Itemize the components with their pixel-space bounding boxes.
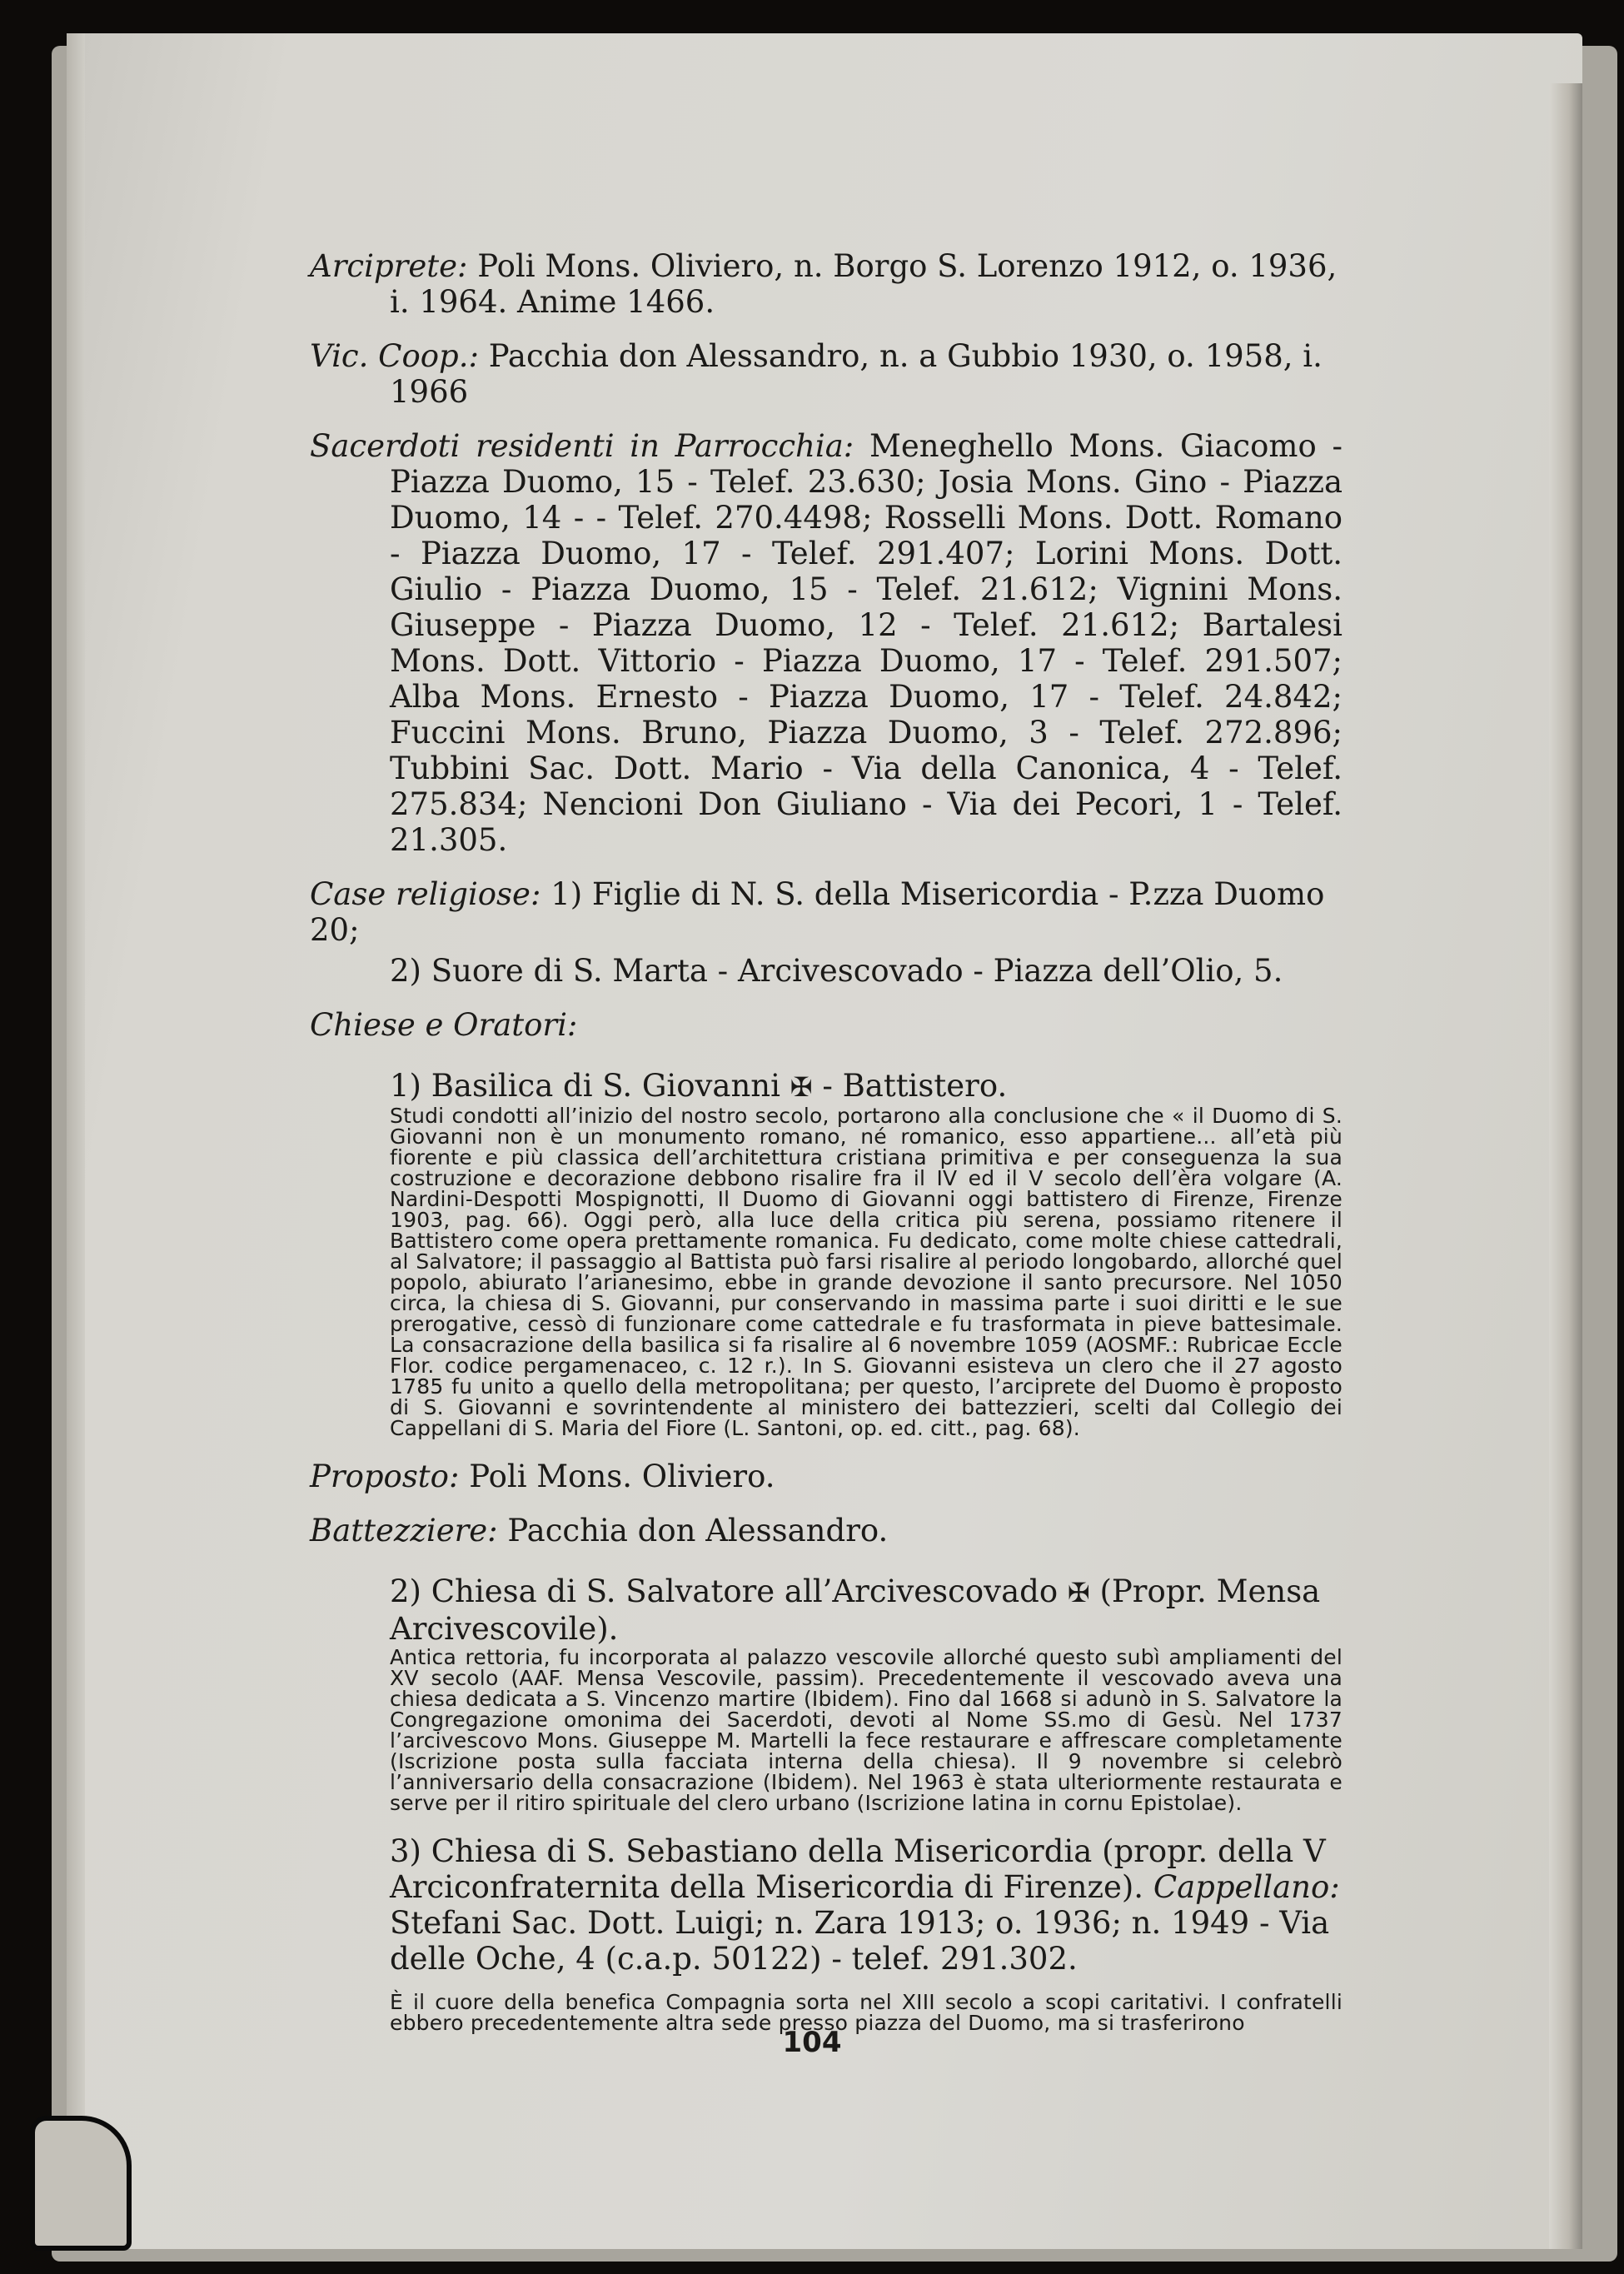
basilica-title-row: [310, 1068, 1343, 1105]
chiese-label-row: [310, 1007, 1343, 1043]
sacerdoti-label: Sacerdoti residenti in Parrocchia:: [310, 428, 854, 464]
battezziere-entry: [310, 1513, 1343, 1548]
cross-icon: ✠: [790, 1071, 813, 1103]
proposto-text: Poli Mons. Oliviero.: [469, 1459, 775, 1494]
binding-gutter: [67, 33, 85, 2249]
page-right-edge: [1549, 83, 1582, 2249]
page-number: 104: [782, 2026, 842, 2059]
battezziere-text: Pacchia don Alessandro.: [507, 1513, 889, 1548]
case-religiose-item-2: 2) Suore di S. Marta - Arcivescovado - Piazza dell’Olio, 5.: [390, 953, 1283, 989]
vic-coop-label: Vic. Coop.:: [310, 338, 479, 374]
battezziere-label: Battezziere:: [310, 1513, 498, 1548]
case-religiose-entry: [310, 876, 1343, 948]
sebastiano-entry: [310, 1833, 1343, 1977]
corner-clip: [30, 2116, 132, 2251]
sacerdoti-text: Meneghello Mons. Giacomo - Piazza Duomo, 15 - Telef. 23.630; Josia Mons. Gino - Piazza Duomo, 14 - - Telef. 270.4498; Rosselli Mons. Dott. Romano - Piazza Duomo, 17 - Telef. 291.407; Lorini Mons. Dott. Giulio - Piazza Duomo, 15 - Telef. 21.612; Vignini Mons. Giuseppe - Piazza Duomo, 12 - Telef. 21.612; Bartalesi Mons. Dott. Vittorio - Piazza Duomo, 17 - Telef. 291.507; Alba Mons. Ernesto - Piazza Duomo, 17 - Telef. 24.842; Fuccini Mons. Bruno, Piazza Duomo, 3 - Telef. 272.896; Tubbini Sac. Dott. Mario - Via della Canonica, 4 - Telef. 275.834; Nencioni Don Giuliano - Via dei Pecori, 1 - Telef. 21.305.: [390, 428, 1343, 858]
sebastiano-text: Stefani Sac. Dott. Luigi; n. Zara 1913; o. 1936; n. 1949 - Via delle Oche, 4 (c.a.p. 50122) - telef. 291.302.: [390, 1905, 1330, 1977]
basilica-title: 1) Basilica di S. Giovanni: [390, 1068, 780, 1104]
chiese-label: Chiese e Oratori:: [310, 1007, 578, 1043]
salvatore-suffix: (Propr. Mensa Arcivescovile).: [390, 1573, 1321, 1647]
arciprete-label: Arciprete:: [310, 248, 468, 284]
vic-coop-entry: [310, 338, 1343, 410]
sacerdoti-entry: [310, 428, 1343, 858]
proposto-label: Proposto:: [310, 1459, 460, 1494]
salvatore-title: 2) Chiesa di S. Salvatore all’Arcivescovado: [390, 1573, 1059, 1609]
sebastiano-cappellano-label: Cappellano:: [1153, 1869, 1340, 1905]
sebastiano-title: 3) Chiesa di S. Sebastiano della Misericordia (propr. della V Arciconfraternita della Misericordia di Firenze).: [390, 1833, 1326, 1905]
salvatore-title-row: [310, 1573, 1343, 1647]
basilica-note: Studi condotti all’inizio del nostro secolo, portarono alla conclusione che « il Duomo di S. Giovanni non è un monumento romano, né romanico, esso appartiene... all’età più fiorente e più classica dell’architettura cristiana primitiva e per conseguenza la sua costruzione e decorazione debbono risalire fra il IV ed il V secolo dell’èra volgare (A. Nardini-Despotti Mospignotti, Il Duomo di Giovanni oggi battistero di Firenze, Firenze 1903, pag. 66). Oggi però, alla luce della critica più serena, possiamo ritenere il Battistero come opera prettamente romanica. Fu dedicato, come molte chiese cattedrali, al Salvatore; il passaggio al Battista può farsi risalire al periodo longobardo, allorché quel popolo, abiurato l’arianesimo, ebbe in grande devozione il santo precursore. Nel 1050 circa, la chiesa di S. Giovanni, pur conservando in massima parte i suoi diritti e le sue prerogative, cessò di funzionare come cattedrale e fu trasformata in pieve battesimale. La consacrazione della basilica si fa risalire al 6 novembre 1059 (AOSMF.: Rubricae Eccle Flor. codice pergamenaceo, c. 12 r.). In S. Giovanni esisteva un clero che il 27 agosto 1785 fu unito a quello della metropolitana; per questo, l’arciprete del Duomo è proposto di S. Giovanni e sovrintendente al ministero dei battezzieri, scelti dal Collegio dei Cappellani di S. Maria del Fiore (L. Santoni, op. ed. citt., pag. 68).: [390, 1104, 1343, 1440]
basilica-suffix: - Battistero.: [822, 1068, 1008, 1104]
salvatore-note: Antica rettoria, fu incorporata al palazzo vescovile allorché questo subì ampliamenti del XV secolo (AAF. Mensa Vescovile, passim). Precedentemente il vescovado aveva una chiesa dedicata a S. Vincenzo martire (Ibidem). Fino dal 1668 si adunò in S. Salvatore la Congregazione omonima dei Sacerdoti, devoti al Nome SS.mo di Gesù. Nel 1737 l’arcivescovo Mons. Giuseppe M. Martelli la fece restaurare e affrescare completamente (Iscrizione posta sulla facciata interna della chiesa). Il 9 novembre si celebrò l’anniversario della consacrazione (Ibidem). Nel 1963 è stata ulteriormente restaurata e serve per il ritiro spirituale del clero urbano (Iscrizione latina in cornu Epistolae).: [390, 1645, 1343, 1815]
arciprete-entry: [310, 248, 1343, 320]
arciprete-text: Poli Mons. Oliviero, n. Borgo S. Lorenzo 1912, o. 1936, i. 1964. Anime 1466.: [390, 248, 1338, 320]
vic-coop-text: Pacchia don Alessandro, n. a Gubbio 1930, o. 1958, i. 1966: [390, 338, 1323, 410]
case-religiose-item-1: 1) Figlie di N. S. della Misericordia - P.zza Duomo 20;: [310, 876, 1325, 948]
proposto-entry: [310, 1459, 1343, 1494]
case-religiose-label: Case religiose:: [310, 876, 541, 912]
cross-icon: ✠: [1067, 1577, 1090, 1608]
sebastiano-note: È il cuore della benefica Compagnia sorta nel XIII secolo a scopi caritativi. I confratelli ebbero precedentemente altra sede presso piazza del Duomo, ma si trasferirono: [390, 1990, 1343, 2035]
page-content: [310, 248, 1343, 2053]
